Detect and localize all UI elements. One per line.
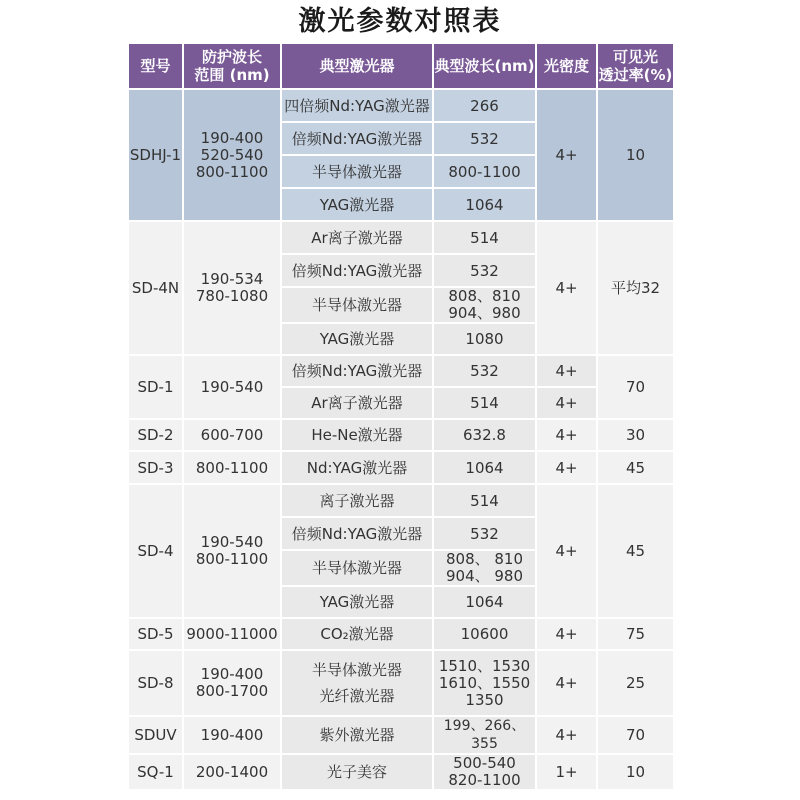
vlt-cell: 10 — [598, 90, 673, 220]
range-cell — [184, 222, 280, 354]
od-cell: 4+ — [537, 619, 596, 649]
header-visible-transmittance — [598, 44, 673, 88]
header-typical-wavelength: 典型波长(nm) — [434, 44, 535, 88]
page-title: 激光参数对照表 — [298, 6, 502, 37]
model-cell: SD-3 — [129, 452, 182, 483]
laser-cell: Ar离子激光器 — [282, 222, 432, 253]
laser-cell: 半导体激光器 — [282, 551, 432, 585]
wavelength-cell: 1064 — [434, 189, 535, 220]
wavelength-cell: 266 — [434, 90, 535, 121]
model-cell: SD-8 — [129, 651, 182, 715]
wavelength-cell: 800-1100 — [434, 156, 535, 187]
range-cell: 190-400 — [184, 717, 280, 753]
table-row — [129, 485, 673, 516]
vlt-cell: 10 — [598, 755, 673, 789]
laser-cell: 倍频Nd:YAG激光器 — [282, 123, 432, 154]
range-line: 190-400 — [200, 128, 264, 147]
range-line: 190-540 — [200, 533, 264, 551]
table-row — [129, 755, 673, 789]
range-cell — [184, 485, 280, 617]
wavelength-cell: 199、266、355 — [434, 717, 535, 753]
header-typical-laser: 典型激光器 — [282, 44, 432, 88]
header-range-line2: 范围 (nm) — [194, 66, 270, 84]
header-protection-range — [184, 44, 280, 88]
laser-cell: CO₂激光器 — [282, 619, 432, 649]
wavelength-line: 1350 — [465, 690, 504, 709]
vlt-cell: 45 — [598, 485, 673, 617]
vlt-cell: 70 — [598, 717, 673, 753]
range-cell: 800-1100 — [184, 452, 280, 483]
od-cell: 4+ — [537, 356, 596, 386]
header-range-line1: 防护波长 — [201, 48, 262, 66]
range-line: 800-1700 — [195, 682, 269, 700]
range-line: 800-1100 — [195, 550, 269, 568]
range-line: 780-1080 — [195, 287, 269, 305]
laser-cell: He-Ne激光器 — [282, 420, 432, 450]
header-vlt-line1: 可见光 — [612, 48, 658, 66]
wavelength-line: 904、980 — [448, 304, 521, 322]
table-row — [129, 420, 673, 450]
wavelength-cell — [434, 651, 535, 715]
wavelength-cell: 532 — [434, 123, 535, 154]
laser-cell: 紫外激光器 — [282, 717, 432, 753]
wavelength-cell — [434, 288, 535, 322]
od-cell: 4+ — [537, 651, 596, 715]
wavelength-cell — [434, 551, 535, 585]
wavelength-line: 820-1100 — [448, 771, 521, 789]
wavelength-line: 1510、1530 — [438, 656, 531, 675]
laser-cell: 光子美容 — [282, 755, 432, 789]
range-cell — [184, 651, 280, 715]
laser-cell: 离子激光器 — [282, 485, 432, 516]
wavelength-line: 904、 980 — [445, 567, 524, 585]
range-cell: 9000-11000 — [184, 619, 280, 649]
vlt-cell: 25 — [598, 651, 673, 715]
vlt-cell: 75 — [598, 619, 673, 649]
range-line: 520-540 — [200, 145, 264, 164]
wavelength-cell: 514 — [434, 388, 535, 418]
vlt-cell: 30 — [598, 420, 673, 450]
wavelength-line: 808、 810 — [445, 550, 524, 568]
range-line: 190-534 — [200, 270, 264, 288]
range-cell: 600-700 — [184, 420, 280, 450]
table-header-row — [129, 44, 673, 88]
laser-parameter-table — [127, 42, 675, 791]
model-cell: SD-4N — [129, 222, 182, 354]
laser-line: 光纤激光器 — [319, 687, 395, 705]
od-cell: 4+ — [537, 485, 596, 617]
table-row — [129, 651, 673, 715]
model-cell: SD-4 — [129, 485, 182, 617]
header-model: 型号 — [129, 44, 182, 88]
model-cell: SDHJ-1 — [129, 90, 182, 220]
laser-cell: 倍频Nd:YAG激光器 — [282, 255, 432, 286]
table-row — [129, 356, 673, 386]
laser-cell: 半导体激光器 — [282, 156, 432, 187]
od-cell: 4+ — [537, 222, 596, 354]
table-row — [129, 452, 673, 483]
od-cell: 4+ — [537, 388, 596, 418]
laser-cell: YAG激光器 — [282, 587, 432, 617]
wavelength-cell: 1064 — [434, 452, 535, 483]
model-cell: SD-5 — [129, 619, 182, 649]
laser-cell: 倍频Nd:YAG激光器 — [282, 356, 432, 386]
vlt-cell: 45 — [598, 452, 673, 483]
table-row — [129, 717, 673, 753]
header-vlt-line2: 透过率(%) — [598, 66, 673, 84]
laser-line: 半导体激光器 — [311, 661, 402, 679]
od-cell: 4+ — [537, 452, 596, 483]
wavelength-cell: 1064 — [434, 587, 535, 617]
wavelength-line: 500-540 — [453, 754, 516, 772]
range-line: 190-400 — [200, 665, 264, 683]
od-cell: 4+ — [537, 717, 596, 753]
laser-cell: Ar离子激光器 — [282, 388, 432, 418]
table-row — [129, 619, 673, 649]
range-cell: 200-1400 — [184, 755, 280, 789]
range-line: 800-1100 — [195, 162, 269, 181]
model-cell: SD-2 — [129, 420, 182, 450]
wavelength-line: 808、810 — [448, 287, 521, 305]
range-cell: 190-540 — [184, 356, 280, 418]
laser-cell: 半导体激光器 — [282, 288, 432, 322]
wavelength-cell: 532 — [434, 356, 535, 386]
laser-cell: YAG激光器 — [282, 324, 432, 354]
wavelength-cell: 514 — [434, 485, 535, 516]
vlt-cell: 平均32 — [598, 222, 673, 354]
model-cell: SDUV — [129, 717, 182, 753]
laser-cell: 四倍频Nd:YAG激光器 — [282, 90, 432, 121]
od-cell: 4+ — [537, 90, 596, 220]
wavelength-cell: 532 — [434, 255, 535, 286]
laser-cell: YAG激光器 — [282, 189, 432, 220]
wavelength-cell: 514 — [434, 222, 535, 253]
wavelength-cell: 1080 — [434, 324, 535, 354]
wavelength-cell — [434, 755, 535, 789]
wavelength-cell: 10600 — [434, 619, 535, 649]
vlt-cell: 70 — [598, 356, 673, 418]
wavelength-cell: 632.8 — [434, 420, 535, 450]
wavelength-cell: 532 — [434, 518, 535, 549]
laser-cell: 倍频Nd:YAG激光器 — [282, 518, 432, 549]
table-row — [129, 222, 673, 253]
laser-cell — [282, 651, 432, 715]
model-cell: SQ-1 — [129, 755, 182, 789]
range-cell — [184, 90, 280, 220]
table-row — [129, 90, 673, 121]
laser-cell: Nd:YAG激光器 — [282, 452, 432, 483]
model-cell: SD-1 — [129, 356, 182, 418]
od-cell: 1+ — [537, 755, 596, 789]
header-optical-density: 光密度 — [537, 44, 596, 88]
od-cell: 4+ — [537, 420, 596, 450]
wavelength-line: 1610、1550 — [438, 673, 531, 692]
